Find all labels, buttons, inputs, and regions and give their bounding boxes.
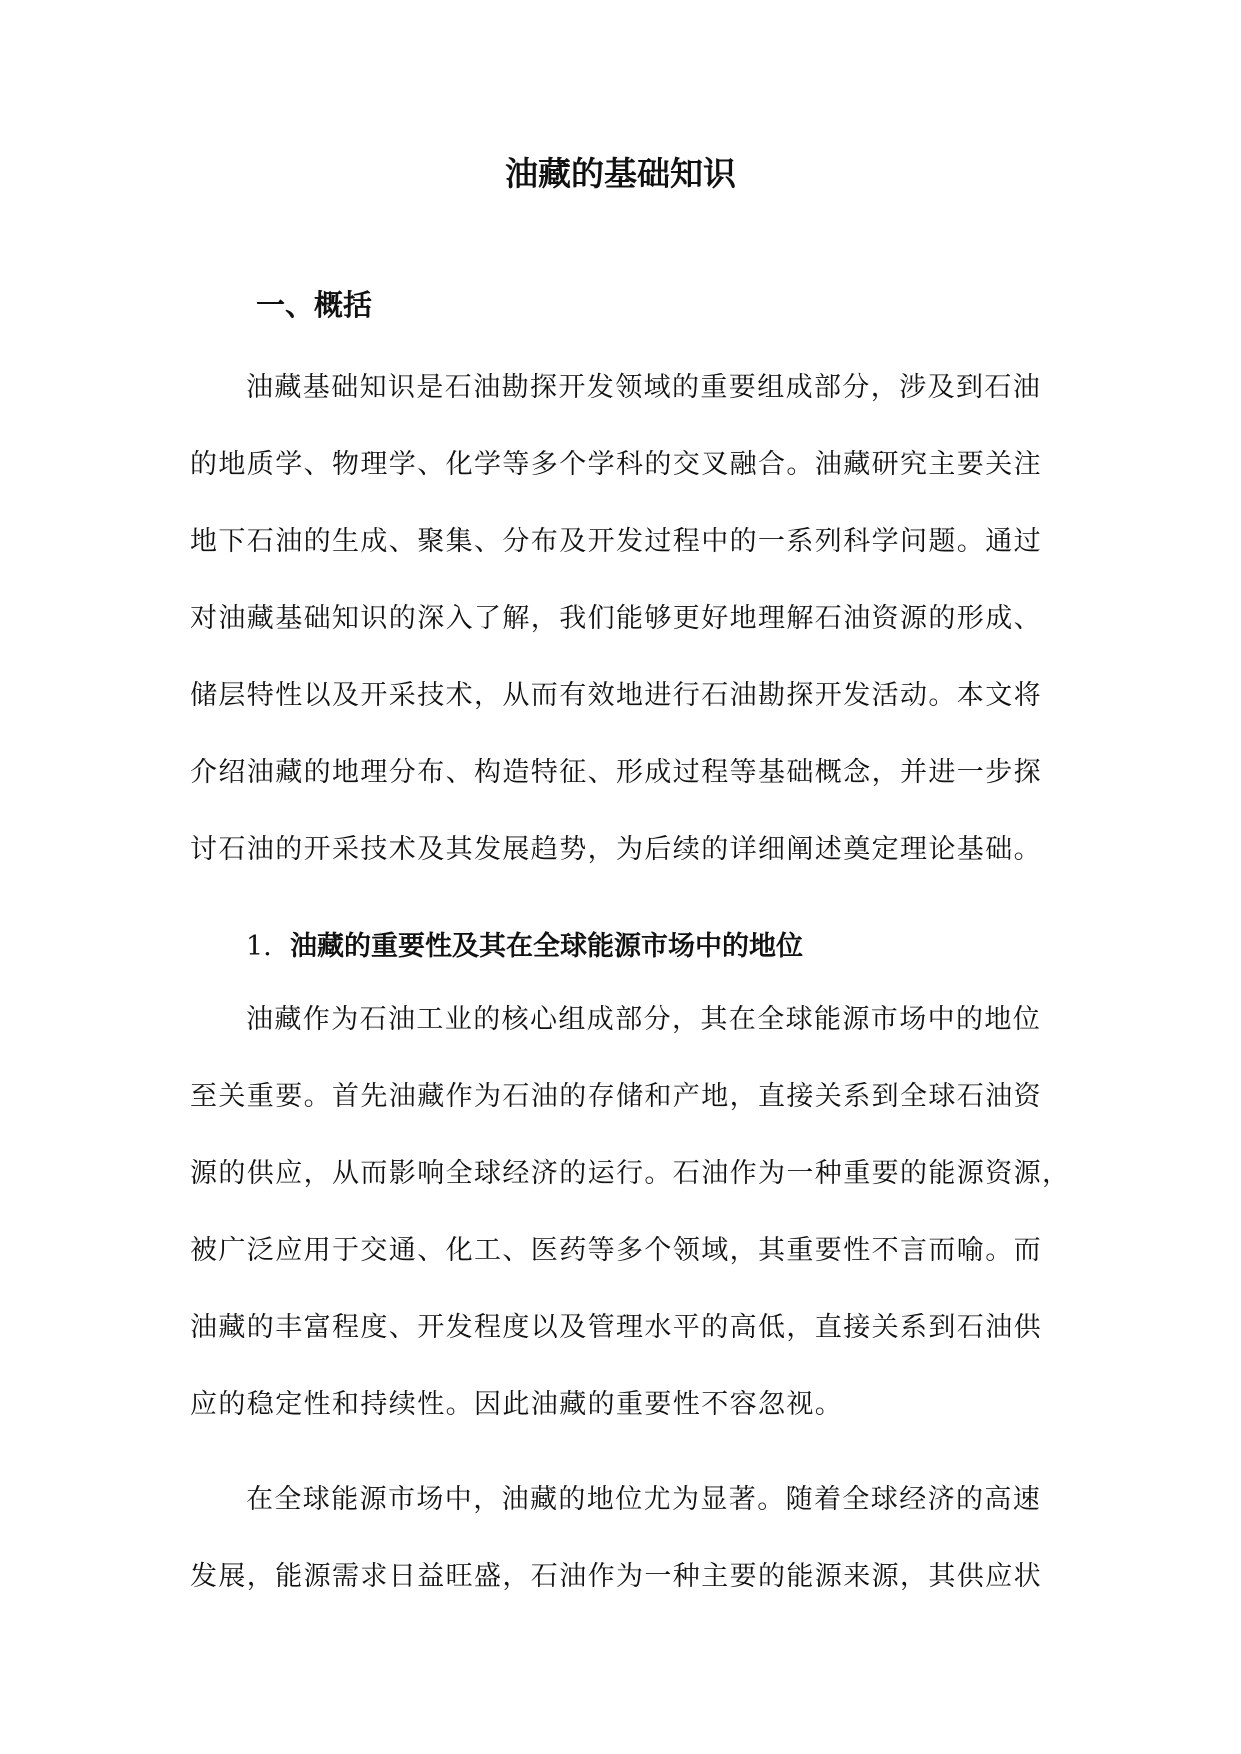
section-heading-overview: 一、概括 (256, 288, 373, 322)
paragraph-line: 地下石油的生成、聚集、分布及开发过程中的一系列科学问题。通过 (190, 526, 1042, 557)
paragraph-line: 油藏基础知识是石油勘探开发领域的重要组成部分，涉及到石油 (246, 372, 1042, 403)
paragraph-line: 油藏的丰富程度、开发程度以及管理水平的高低，直接关系到石油供 (190, 1312, 1042, 1343)
subsection-title: 油藏的重要性及其在全球能源市场中的地位 (290, 931, 803, 962)
paragraph-line: 介绍油藏的地理分布、构造特征、形成过程等基础概念，并进一步探 (190, 757, 1042, 788)
overview-paragraph (190, 368, 1042, 907)
document-title: 油藏的基础知识 (505, 154, 736, 193)
importance-paragraph (190, 1000, 1070, 1462)
paragraph-line: 对油藏基础知识的深入了解，我们能够更好地理解石油资源的形成、 (190, 603, 1042, 634)
market-position-paragraph (190, 1480, 1042, 1634)
paragraph-line: 讨石油的开采技术及其发展趋势，为后续的详细阐述奠定理论基础。 (190, 834, 1042, 865)
paragraph-line: 储层特性以及开采技术，从而有效地进行石油勘探开发活动。本文将 (190, 680, 1042, 711)
paragraph-line: 被广泛应用于交通、化工、医药等多个领域，其重要性不言而喻。而 (190, 1235, 1042, 1266)
subsection-number: 1. (246, 931, 272, 962)
paragraph-line: 在全球能源市场中，油藏的地位尤为显著。随着全球经济的高速 (246, 1484, 1042, 1515)
paragraph-line: 油藏作为石油工业的核心组成部分，其在全球能源市场中的地位 (246, 1004, 1042, 1035)
subsection-heading (246, 927, 803, 967)
paragraph-line: 发展，能源需求日益旺盛，石油作为一种主要的能源来源，其供应状 (190, 1561, 1042, 1592)
paragraph-line: 至关重要。首先油藏作为石油的存储和产地，直接关系到全球石油资 (190, 1081, 1042, 1112)
paragraph-line: 的地质学、物理学、化学等多个学科的交叉融合。油藏研究主要关注 (190, 449, 1042, 480)
paragraph-line: 源的供应，从而影响全球经济的运行。石油作为一种重要的能源资源， (190, 1158, 1071, 1189)
paragraph-line: 应的稳定性和持续性。因此油藏的重要性不容忽视。 (190, 1389, 844, 1420)
